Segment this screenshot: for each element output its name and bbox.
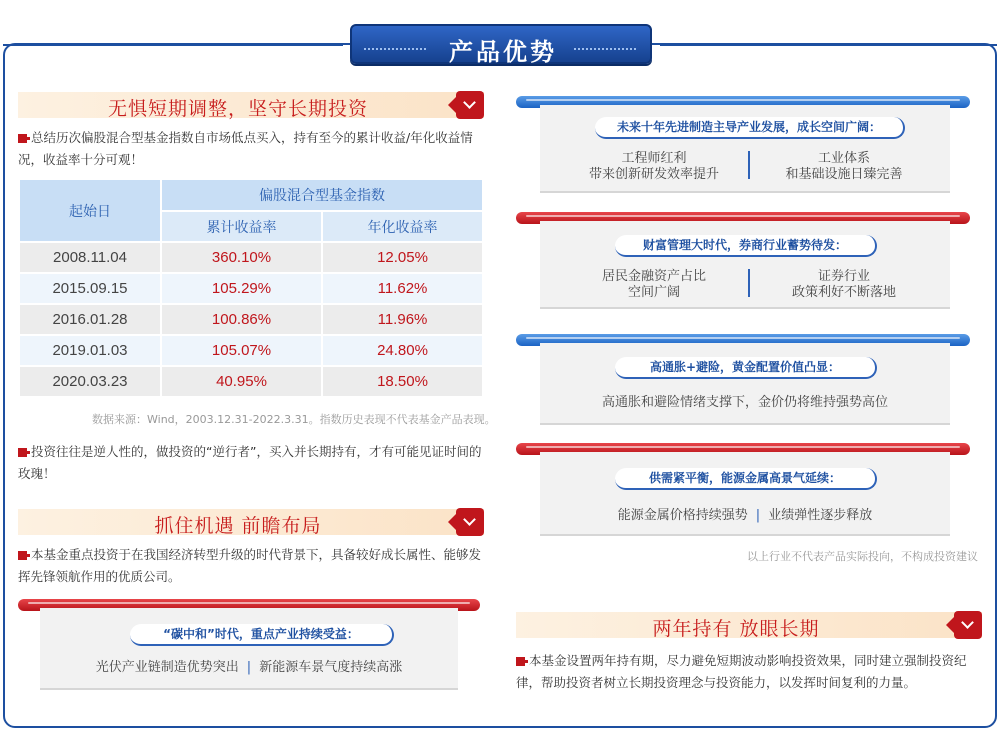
section-title: 抓住机遇 前瞻布局 xyxy=(154,515,322,537)
card-point: 能源金属价格持续强势 xyxy=(617,508,748,523)
cell-annualized: 18.50% xyxy=(323,367,482,396)
card-title: 高通胀+避险，黄金配置价值凸显： xyxy=(615,357,877,379)
card-point-line: 和基础设施日臻完善 xyxy=(785,167,903,182)
cell-date: 2020.03.23 xyxy=(20,367,160,396)
card-point-line: 工程师红利 xyxy=(621,151,687,166)
separator xyxy=(748,269,750,297)
intro-text: 总结历次偏股混合型基金指数自市场低点买入，持有至今的累计收益/年化收益情况，收益率十分可观！ xyxy=(18,130,473,167)
intro-paragraph xyxy=(18,127,488,171)
square-bullet-icon xyxy=(18,134,27,143)
card-point-line: 工业体系 xyxy=(817,151,870,166)
card-title: “碳中和”时代，重点产业持续受益： xyxy=(130,624,394,646)
card-point-line: 空间广阔 xyxy=(627,285,680,300)
card-point-line: 证券行业 xyxy=(817,269,870,284)
card-title: 供需紧平衡，能源金属高景气延续： xyxy=(615,468,877,490)
card-gold xyxy=(516,334,972,428)
card-body xyxy=(540,343,950,425)
section-heading-opportunity xyxy=(18,509,484,535)
card-energy-metals xyxy=(516,443,972,539)
square-bullet-icon xyxy=(18,448,27,457)
card-point-line: 政策利好不断落地 xyxy=(791,285,896,300)
outro-text: 投资往往是逆人性的，做投资的“逆行者”，买入并长期持有，才有可能见证时间的玫瑰！ xyxy=(18,444,482,481)
chevron-down-icon xyxy=(456,508,484,536)
outro-paragraph xyxy=(18,441,488,485)
section-heading-long-term xyxy=(18,92,484,118)
column-header: 年化收益率 xyxy=(323,212,482,241)
cell-annualized: 11.62% xyxy=(323,274,482,303)
returns-table xyxy=(18,178,484,398)
card-content xyxy=(40,656,458,675)
cell-date: 2015.09.15 xyxy=(20,274,160,303)
page-title: 产品优势 xyxy=(449,38,557,66)
cell-date: 2016.01.28 xyxy=(20,305,160,334)
table-row xyxy=(20,336,482,365)
banner-rail-left xyxy=(3,44,343,46)
holding-text: 本基金设置两年持有期，尽力避免短期波动影响投资效果，同时建立强制投资纪律，帮助投资者树立长期投资理念与投资能力，以发挥时间复利的力量。 xyxy=(516,653,967,690)
cell-annualized: 11.96% xyxy=(323,305,482,334)
banner-plate xyxy=(350,24,652,64)
card-wealth-management xyxy=(516,212,972,312)
separator xyxy=(748,151,750,179)
square-bullet-icon xyxy=(516,657,525,666)
card-carbon-neutral xyxy=(18,599,484,694)
banner-rail-right xyxy=(660,44,997,46)
cell-cumulative: 105.29% xyxy=(162,274,321,303)
section-title: 无惧短期调整，坚守长期投资 xyxy=(107,98,368,120)
table-row xyxy=(20,243,482,272)
holding-paragraph xyxy=(516,650,982,694)
card-title: 未来十年先进制造主导产业发展，成长空间广阔： xyxy=(595,117,905,139)
cell-date: 2019.01.03 xyxy=(20,336,160,365)
data-source-note: 数据来源：Wind，2003.12.31-2022.3.31。指数历史表现不代表基金产品表现。 xyxy=(92,413,496,426)
card-point xyxy=(754,151,934,183)
card-point-line: 带来创新研发效率提升 xyxy=(588,167,719,182)
cell-date: 2008.11.04 xyxy=(20,243,160,272)
card-body xyxy=(40,608,458,690)
separator: | xyxy=(246,660,252,675)
header-banner xyxy=(350,20,652,66)
chevron-down-icon xyxy=(456,91,484,119)
industry-disclaimer: 以上行业不代表产品实际投向，不构成投资建议 xyxy=(747,550,978,563)
cell-cumulative: 100.86% xyxy=(162,305,321,334)
card-point: 光伏产业链制造优势突出 xyxy=(95,660,239,675)
card-point xyxy=(564,151,744,183)
card-manufacturing xyxy=(516,96,972,196)
square-bullet-icon xyxy=(18,551,27,560)
cell-cumulative: 40.95% xyxy=(162,367,321,396)
card-point xyxy=(564,269,744,301)
cell-annualized: 24.80% xyxy=(323,336,482,365)
column-header: 累计收益率 xyxy=(162,212,321,241)
table-row xyxy=(20,305,482,334)
table-row xyxy=(20,367,482,396)
strategy-paragraph xyxy=(18,544,488,588)
table-row xyxy=(20,274,482,303)
cell-cumulative: 360.10% xyxy=(162,243,321,272)
card-point-line: 居民金融资产占比 xyxy=(601,269,706,284)
card-body xyxy=(540,221,950,309)
card-point: 高通胀和避险情绪支撑下，金价仍将维持强势高位 xyxy=(601,395,888,410)
card-point: 业绩弹性逐步释放 xyxy=(768,508,873,523)
cell-annualized: 12.05% xyxy=(323,243,482,272)
section-heading-two-year-hold xyxy=(516,612,982,638)
table-group-header: 偏股混合型基金指数 xyxy=(162,180,482,210)
card-content xyxy=(540,504,950,523)
card-title: 财富管理大时代，券商行业蓄势待发： xyxy=(615,235,877,257)
cell-cumulative: 105.07% xyxy=(162,336,321,365)
card-body xyxy=(540,105,950,193)
chevron-down-icon xyxy=(954,611,982,639)
table-corner-header: 起始日 xyxy=(20,180,160,241)
separator: | xyxy=(755,508,761,523)
card-body xyxy=(540,452,950,536)
strategy-text: 本基金重点投资于在我国经济转型升级的时代背景下，具备较好成长属性、能够发挥先锋领航作用的优质公司。 xyxy=(18,547,482,584)
card-point: 新能源车景气度持续高涨 xyxy=(259,660,403,675)
section-title: 两年持有 放眼长期 xyxy=(652,618,820,640)
card-point xyxy=(754,269,934,301)
